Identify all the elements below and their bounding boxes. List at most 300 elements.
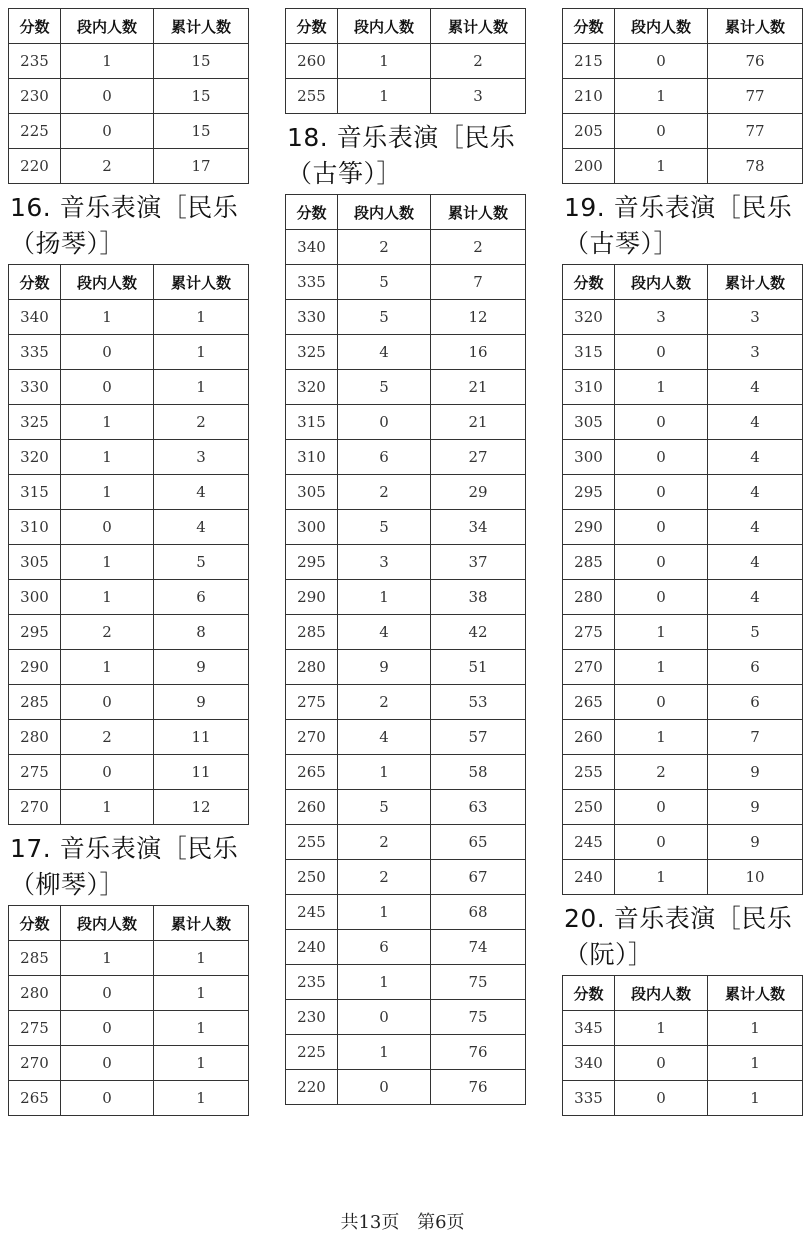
cell-cumulative-count: 1 (708, 1046, 803, 1081)
section-heading (287, 120, 525, 192)
table-row (286, 265, 526, 300)
table-row (563, 790, 803, 825)
table-row (563, 44, 803, 79)
table-row (9, 475, 249, 510)
table-row (9, 976, 249, 1011)
header-score: 分数 (286, 9, 338, 44)
table-row (563, 405, 803, 440)
table-header-row (9, 9, 249, 44)
cell-segment-count: 1 (615, 720, 708, 755)
header-segment-count: 段内人数 (615, 265, 708, 300)
table-header-row (563, 976, 803, 1011)
cell-cumulative-count: 78 (708, 149, 803, 184)
cell-cumulative-count: 15 (154, 44, 249, 79)
table-row (563, 335, 803, 370)
cell-segment-count: 2 (338, 475, 431, 510)
cell-score: 275 (9, 755, 61, 790)
cell-segment-count: 0 (615, 545, 708, 580)
cell-segment-count: 1 (61, 44, 154, 79)
cell-segment-count: 0 (61, 1011, 154, 1046)
header-score: 分数 (563, 265, 615, 300)
cell-score: 230 (9, 79, 61, 114)
cell-segment-count: 1 (61, 440, 154, 475)
cell-segment-count: 3 (615, 300, 708, 335)
cell-score: 295 (563, 475, 615, 510)
cell-cumulative-count: 37 (431, 545, 526, 580)
cell-segment-count: 1 (338, 895, 431, 930)
header-cumulative-count: 累计人数 (708, 9, 803, 44)
table-row (286, 790, 526, 825)
cell-segment-count: 6 (338, 930, 431, 965)
table-row (9, 615, 249, 650)
cell-score: 225 (9, 114, 61, 149)
section-heading (10, 190, 248, 262)
table-row (286, 895, 526, 930)
score-table (562, 264, 803, 895)
cell-score: 260 (286, 790, 338, 825)
cell-segment-count: 0 (615, 825, 708, 860)
cell-segment-count: 4 (338, 720, 431, 755)
page-footer (0, 1208, 805, 1234)
column-1 (8, 8, 248, 1116)
score-table (8, 905, 249, 1116)
table-row (9, 335, 249, 370)
table-row (9, 300, 249, 335)
cell-segment-count: 1 (61, 300, 154, 335)
cell-score: 310 (563, 370, 615, 405)
cell-segment-count: 0 (61, 114, 154, 149)
section-heading-line: （古筝）］ (287, 159, 403, 188)
cell-cumulative-count: 6 (708, 685, 803, 720)
cell-score: 230 (286, 1000, 338, 1035)
cell-score: 250 (286, 860, 338, 895)
cell-score: 290 (286, 580, 338, 615)
table-row (563, 510, 803, 545)
cell-segment-count: 1 (61, 941, 154, 976)
cell-score: 270 (286, 720, 338, 755)
cell-segment-count: 1 (61, 580, 154, 615)
cell-cumulative-count: 74 (431, 930, 526, 965)
table-row (286, 1035, 526, 1070)
cell-score: 305 (9, 545, 61, 580)
cell-segment-count: 0 (615, 475, 708, 510)
cell-score: 220 (286, 1070, 338, 1105)
cell-score: 280 (286, 650, 338, 685)
cell-cumulative-count: 11 (154, 720, 249, 755)
cell-segment-count: 6 (338, 440, 431, 475)
section-heading (10, 831, 248, 903)
cell-segment-count: 1 (338, 965, 431, 1000)
table-row (563, 650, 803, 685)
cell-segment-count: 2 (338, 685, 431, 720)
table-row (286, 405, 526, 440)
cell-score: 235 (286, 965, 338, 1000)
cell-score: 255 (563, 755, 615, 790)
cell-score: 315 (286, 405, 338, 440)
cell-cumulative-count: 12 (431, 300, 526, 335)
header-segment-count: 段内人数 (61, 906, 154, 941)
table-row (563, 114, 803, 149)
cell-score: 320 (563, 300, 615, 335)
cell-segment-count: 5 (338, 510, 431, 545)
table-row (9, 44, 249, 79)
cell-cumulative-count: 6 (154, 580, 249, 615)
section-heading-line: 16. 音乐表演［民乐 (10, 193, 239, 222)
table-row (9, 685, 249, 720)
table-row (563, 79, 803, 114)
table-row (563, 475, 803, 510)
column-2 (285, 8, 525, 1105)
cell-cumulative-count: 51 (431, 650, 526, 685)
table-row (9, 370, 249, 405)
score-table (562, 8, 803, 184)
cell-segment-count: 0 (615, 580, 708, 615)
table-row (9, 580, 249, 615)
cell-cumulative-count: 1 (154, 370, 249, 405)
cell-score: 265 (286, 755, 338, 790)
cell-segment-count: 0 (615, 44, 708, 79)
cell-segment-count: 2 (61, 615, 154, 650)
cell-cumulative-count: 21 (431, 370, 526, 405)
cell-score: 315 (9, 475, 61, 510)
section-heading-line: （柳琴）］ (10, 870, 126, 899)
cell-score: 290 (9, 650, 61, 685)
cell-segment-count: 0 (338, 405, 431, 440)
score-table (285, 194, 526, 1105)
cell-score: 340 (563, 1046, 615, 1081)
table-row (9, 510, 249, 545)
cell-cumulative-count: 4 (708, 475, 803, 510)
table-row (9, 941, 249, 976)
cell-cumulative-count: 7 (708, 720, 803, 755)
table-row (563, 1011, 803, 1046)
cell-score: 205 (563, 114, 615, 149)
cell-score: 335 (286, 265, 338, 300)
cell-cumulative-count: 12 (154, 790, 249, 825)
cell-cumulative-count: 38 (431, 580, 526, 615)
cell-cumulative-count: 10 (708, 860, 803, 895)
table-row (563, 1046, 803, 1081)
cell-cumulative-count: 58 (431, 755, 526, 790)
cell-segment-count: 5 (338, 370, 431, 405)
cell-cumulative-count: 3 (708, 300, 803, 335)
cell-cumulative-count: 3 (154, 440, 249, 475)
cell-score: 345 (563, 1011, 615, 1046)
header-cumulative-count: 累计人数 (154, 265, 249, 300)
cell-cumulative-count: 4 (708, 440, 803, 475)
cell-cumulative-count: 63 (431, 790, 526, 825)
score-table (8, 264, 249, 825)
cell-segment-count: 1 (615, 149, 708, 184)
table-row (563, 1081, 803, 1116)
cell-score: 285 (9, 685, 61, 720)
cell-score: 225 (286, 1035, 338, 1070)
table-row (563, 825, 803, 860)
section-heading-line: （阮）］ (564, 940, 654, 969)
cell-segment-count: 1 (61, 405, 154, 440)
cell-segment-count: 0 (615, 335, 708, 370)
header-segment-count: 段内人数 (615, 976, 708, 1011)
header-score: 分数 (286, 195, 338, 230)
cell-cumulative-count: 27 (431, 440, 526, 475)
cell-score: 300 (9, 580, 61, 615)
score-table (8, 8, 249, 184)
cell-segment-count: 0 (615, 790, 708, 825)
cell-cumulative-count: 68 (431, 895, 526, 930)
cell-segment-count: 5 (338, 300, 431, 335)
cell-cumulative-count: 2 (154, 405, 249, 440)
table-row (286, 615, 526, 650)
cell-score: 245 (286, 895, 338, 930)
cell-segment-count: 1 (338, 44, 431, 79)
section-heading-line: 18. 音乐表演［民乐 (287, 123, 516, 152)
cell-cumulative-count: 11 (154, 755, 249, 790)
cell-cumulative-count: 1 (154, 1011, 249, 1046)
section-heading-line: （古琴）］ (564, 229, 680, 258)
cell-score: 265 (9, 1081, 61, 1116)
cell-segment-count: 2 (61, 149, 154, 184)
cell-segment-count: 0 (61, 1081, 154, 1116)
cell-score: 220 (9, 149, 61, 184)
cell-score: 280 (9, 720, 61, 755)
table-row (9, 79, 249, 114)
cell-score: 295 (9, 615, 61, 650)
cell-score: 245 (563, 825, 615, 860)
cell-score: 330 (286, 300, 338, 335)
cell-score: 215 (563, 44, 615, 79)
table-row (9, 114, 249, 149)
section-heading (564, 901, 802, 973)
cell-score: 310 (9, 510, 61, 545)
cell-cumulative-count: 29 (431, 475, 526, 510)
table-row (286, 685, 526, 720)
table-row (9, 545, 249, 580)
cell-segment-count: 5 (338, 265, 431, 300)
cell-segment-count: 2 (338, 825, 431, 860)
table-row (563, 149, 803, 184)
cell-score: 330 (9, 370, 61, 405)
cell-score: 260 (563, 720, 615, 755)
cell-cumulative-count: 2 (431, 44, 526, 79)
cell-score: 255 (286, 79, 338, 114)
cell-cumulative-count: 34 (431, 510, 526, 545)
cell-cumulative-count: 4 (708, 580, 803, 615)
cell-cumulative-count: 9 (154, 650, 249, 685)
cell-score: 295 (286, 545, 338, 580)
cell-segment-count: 0 (61, 1046, 154, 1081)
cell-cumulative-count: 5 (708, 615, 803, 650)
header-cumulative-count: 累计人数 (154, 906, 249, 941)
cell-score: 275 (286, 685, 338, 720)
cell-score: 270 (9, 1046, 61, 1081)
cell-score: 270 (9, 790, 61, 825)
cell-segment-count: 2 (615, 755, 708, 790)
cell-segment-count: 1 (338, 755, 431, 790)
cell-cumulative-count: 1 (154, 1081, 249, 1116)
header-score: 分数 (563, 9, 615, 44)
cell-score: 320 (9, 440, 61, 475)
cell-segment-count: 1 (615, 615, 708, 650)
cell-segment-count: 0 (61, 976, 154, 1011)
cell-cumulative-count: 65 (431, 825, 526, 860)
table-header-row (563, 9, 803, 44)
cell-cumulative-count: 76 (431, 1035, 526, 1070)
cell-cumulative-count: 15 (154, 114, 249, 149)
header-cumulative-count: 累计人数 (431, 9, 526, 44)
table-header-row (286, 195, 526, 230)
cell-score: 260 (286, 44, 338, 79)
cell-score: 285 (286, 615, 338, 650)
section-heading-line: 19. 音乐表演［民乐 (564, 193, 793, 222)
cell-score: 235 (9, 44, 61, 79)
cell-score: 255 (286, 825, 338, 860)
cell-segment-count: 1 (615, 650, 708, 685)
table-row (9, 405, 249, 440)
cell-segment-count: 0 (338, 1070, 431, 1105)
cell-cumulative-count: 1 (154, 976, 249, 1011)
header-segment-count: 段内人数 (338, 195, 431, 230)
cell-score: 340 (9, 300, 61, 335)
cell-cumulative-count: 1 (154, 1046, 249, 1081)
cell-segment-count: 0 (615, 1046, 708, 1081)
page-total: 共13页 (340, 1212, 400, 1233)
table-row (286, 335, 526, 370)
table-row (286, 475, 526, 510)
table-row (563, 860, 803, 895)
table-row (563, 720, 803, 755)
table-row (286, 230, 526, 265)
cell-score: 305 (563, 405, 615, 440)
table-row (9, 1011, 249, 1046)
cell-segment-count: 0 (61, 510, 154, 545)
table-row (286, 650, 526, 685)
cell-cumulative-count: 9 (708, 825, 803, 860)
cell-segment-count: 4 (338, 615, 431, 650)
cell-cumulative-count: 3 (431, 79, 526, 114)
cell-segment-count: 0 (615, 405, 708, 440)
header-cumulative-count: 累计人数 (154, 9, 249, 44)
cell-score: 340 (286, 230, 338, 265)
cell-score: 275 (563, 615, 615, 650)
section-heading (564, 190, 802, 262)
table-row (286, 1070, 526, 1105)
header-cumulative-count: 累计人数 (708, 265, 803, 300)
cell-segment-count: 0 (615, 510, 708, 545)
cell-cumulative-count: 4 (708, 545, 803, 580)
cell-cumulative-count: 4 (154, 475, 249, 510)
cell-cumulative-count: 75 (431, 1000, 526, 1035)
cell-score: 290 (563, 510, 615, 545)
cell-cumulative-count: 4 (154, 510, 249, 545)
cell-segment-count: 1 (338, 580, 431, 615)
table-row (9, 790, 249, 825)
table-row (563, 545, 803, 580)
cell-cumulative-count: 53 (431, 685, 526, 720)
cell-cumulative-count: 77 (708, 79, 803, 114)
cell-segment-count: 0 (61, 755, 154, 790)
cell-score: 300 (286, 510, 338, 545)
cell-cumulative-count: 75 (431, 965, 526, 1000)
cell-score: 285 (563, 545, 615, 580)
table-row (286, 965, 526, 1000)
column-3 (562, 8, 802, 1116)
cell-cumulative-count: 9 (154, 685, 249, 720)
header-segment-count: 段内人数 (61, 9, 154, 44)
cell-segment-count: 0 (61, 79, 154, 114)
cell-cumulative-count: 76 (431, 1070, 526, 1105)
cell-segment-count: 1 (338, 1035, 431, 1070)
table-row (286, 79, 526, 114)
table-row (9, 440, 249, 475)
cell-cumulative-count: 57 (431, 720, 526, 755)
cell-segment-count: 1 (615, 1011, 708, 1046)
cell-segment-count: 1 (615, 370, 708, 405)
table-row (9, 650, 249, 685)
table-row (563, 685, 803, 720)
cell-cumulative-count: 42 (431, 615, 526, 650)
cell-segment-count: 4 (338, 335, 431, 370)
table-row (9, 149, 249, 184)
cell-segment-count: 1 (61, 545, 154, 580)
cell-score: 280 (563, 580, 615, 615)
table-row (286, 1000, 526, 1035)
cell-segment-count: 0 (615, 114, 708, 149)
table-row (286, 860, 526, 895)
table-row (286, 370, 526, 405)
cell-cumulative-count: 4 (708, 405, 803, 440)
table-header-row (563, 265, 803, 300)
cell-segment-count: 2 (338, 230, 431, 265)
cell-score: 285 (9, 941, 61, 976)
cell-segment-count: 0 (615, 1081, 708, 1116)
cell-score: 300 (563, 440, 615, 475)
header-score: 分数 (9, 9, 61, 44)
cell-segment-count: 3 (338, 545, 431, 580)
cell-cumulative-count: 4 (708, 510, 803, 545)
table-row (563, 300, 803, 335)
cell-segment-count: 2 (338, 860, 431, 895)
cell-segment-count: 1 (338, 79, 431, 114)
cell-segment-count: 1 (61, 475, 154, 510)
cell-cumulative-count: 21 (431, 405, 526, 440)
section-heading-line: （扬琴）］ (10, 229, 126, 258)
cell-cumulative-count: 5 (154, 545, 249, 580)
table-row (9, 755, 249, 790)
page-current: 第6页 (417, 1212, 465, 1233)
cell-score: 315 (563, 335, 615, 370)
cell-score: 325 (9, 405, 61, 440)
table-row (286, 580, 526, 615)
cell-score: 240 (563, 860, 615, 895)
cell-score: 305 (286, 475, 338, 510)
cell-segment-count: 0 (615, 440, 708, 475)
cell-segment-count: 0 (338, 1000, 431, 1035)
table-row (286, 510, 526, 545)
table-row (286, 755, 526, 790)
cell-segment-count: 1 (615, 860, 708, 895)
cell-score: 210 (563, 79, 615, 114)
section-heading-line: 17. 音乐表演［民乐 (10, 834, 239, 863)
cell-cumulative-count: 76 (708, 44, 803, 79)
header-cumulative-count: 累计人数 (431, 195, 526, 230)
table-row (286, 300, 526, 335)
cell-score: 280 (9, 976, 61, 1011)
cell-score: 335 (563, 1081, 615, 1116)
table-header-row (9, 906, 249, 941)
score-table (562, 975, 803, 1116)
header-cumulative-count: 累计人数 (708, 976, 803, 1011)
cell-cumulative-count: 1 (154, 335, 249, 370)
